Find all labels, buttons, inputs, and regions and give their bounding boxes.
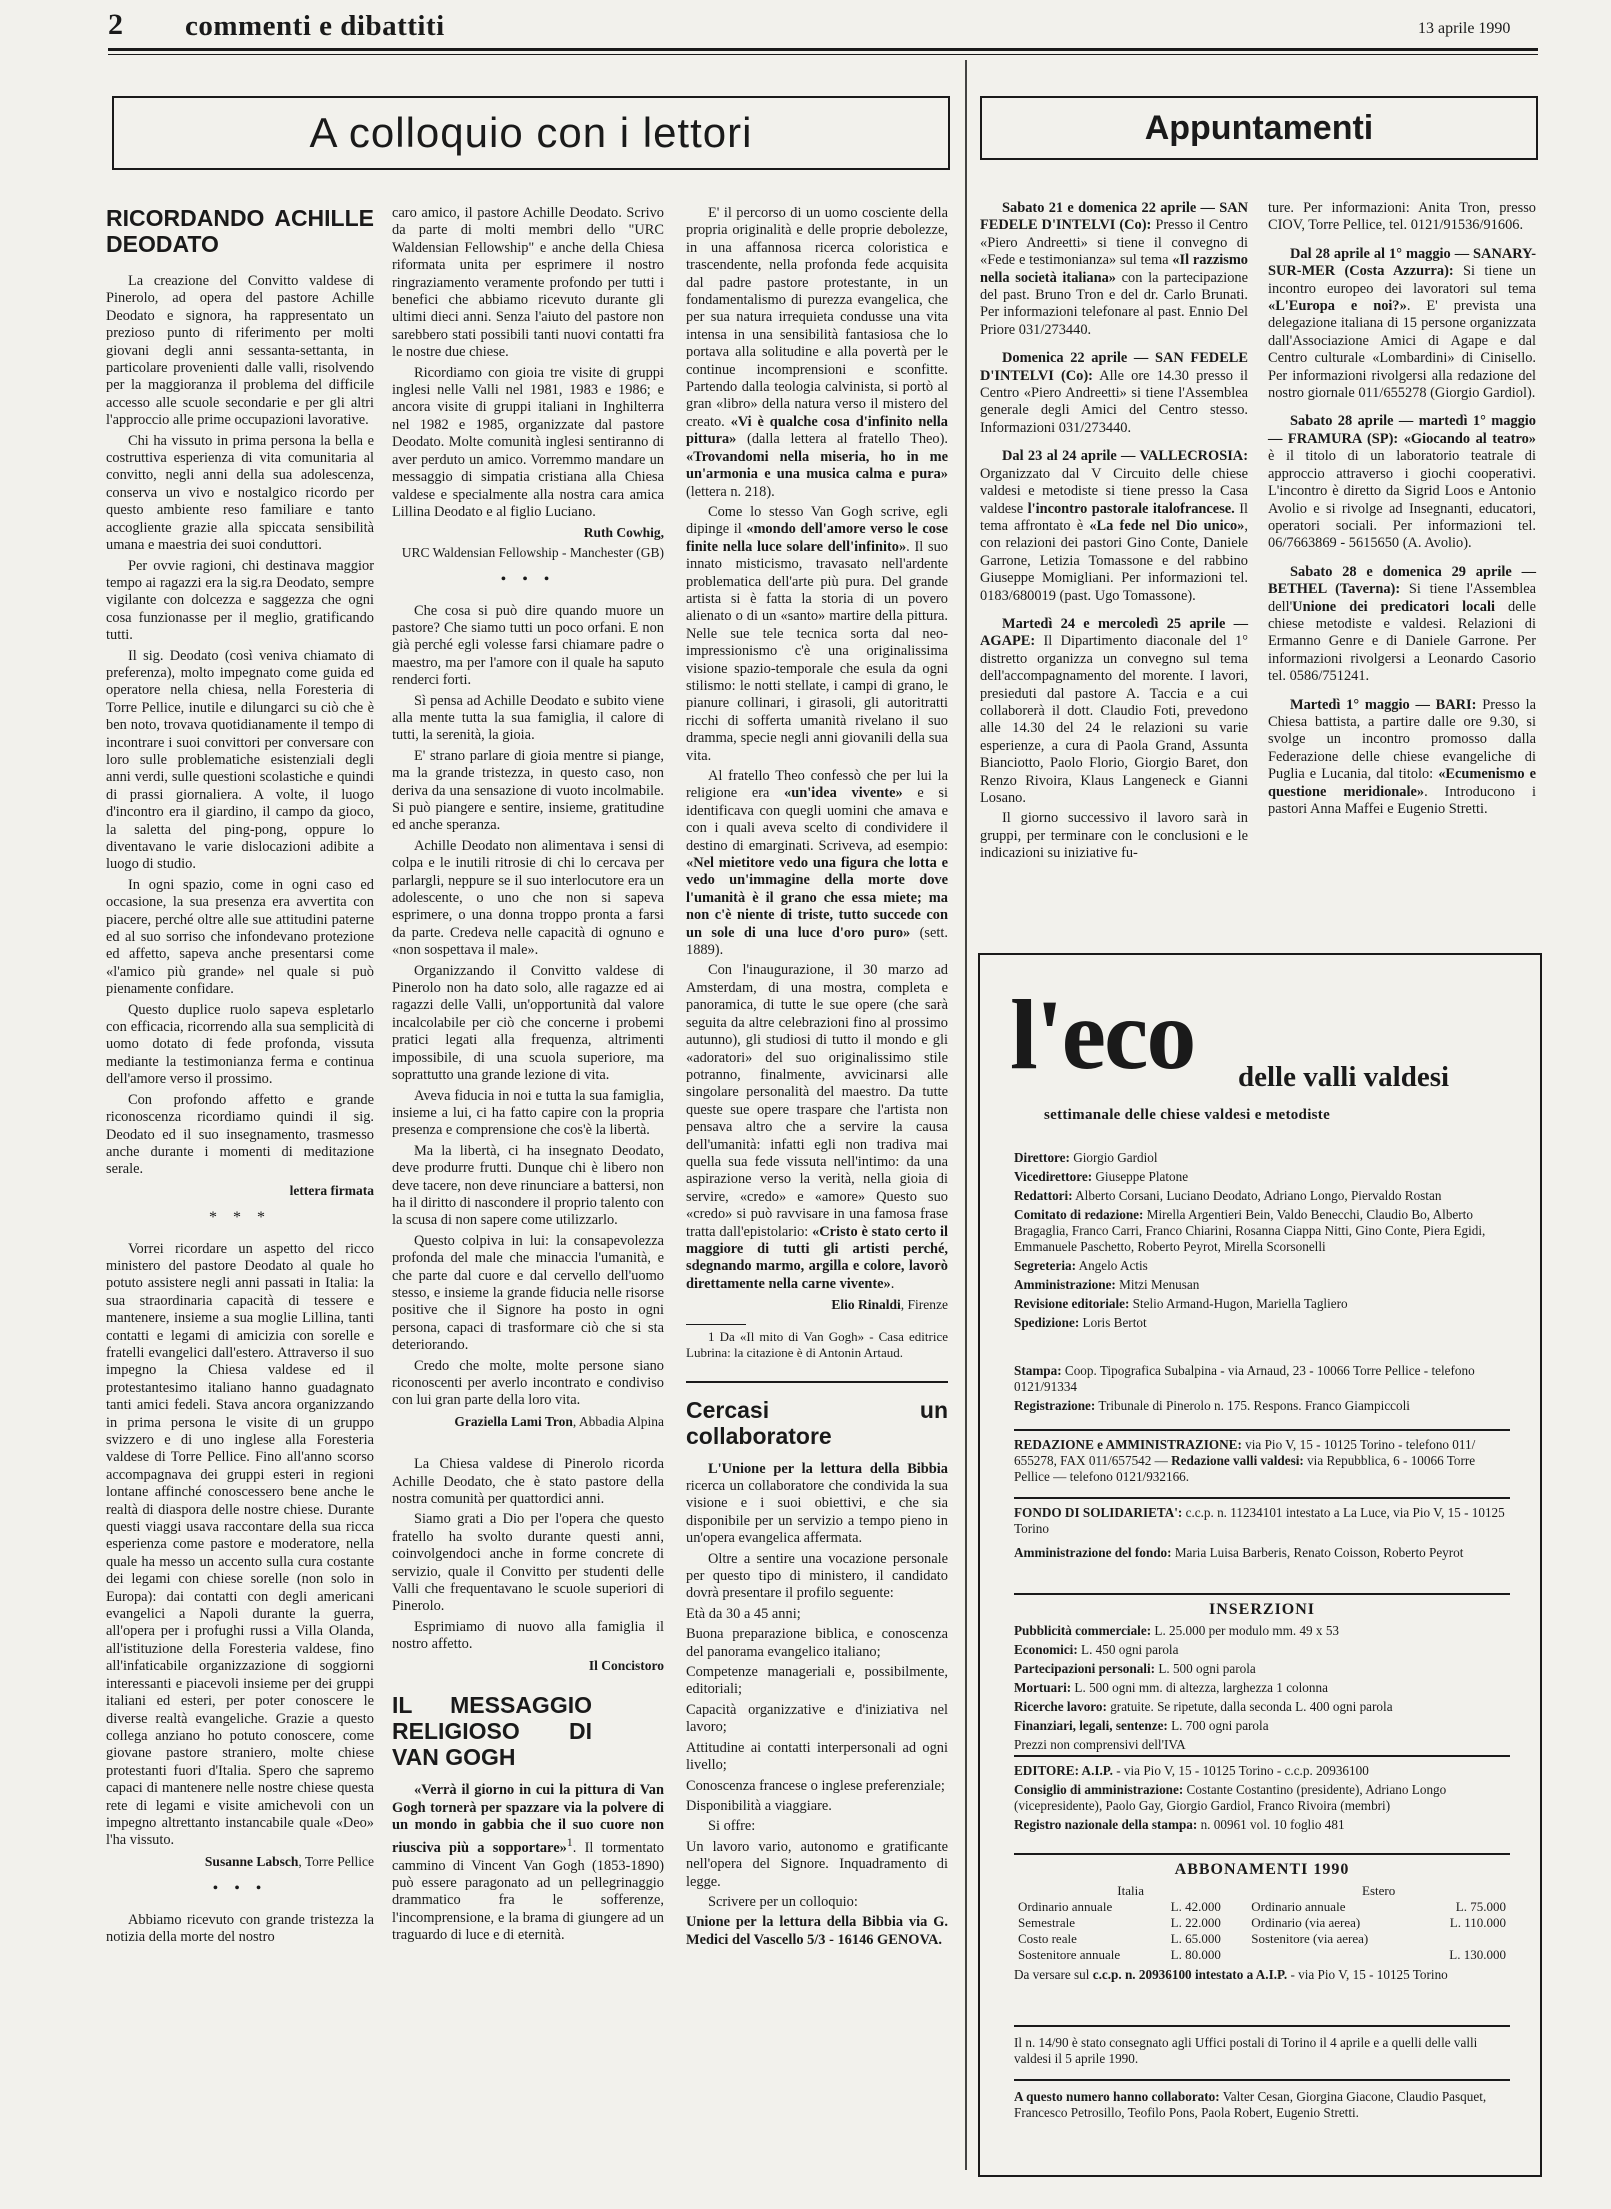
signature: Il Concistoro xyxy=(588,1657,664,1673)
table-cell: L. 22.000 xyxy=(1170,1915,1221,1930)
table-cell: L. 130.000 xyxy=(1449,1947,1506,1962)
versamento-line: Da versare sul c.c.p. n. 20936100 intestato a A.I.P. - via Pio V, 15 - 10125 Torino xyxy=(1014,1967,1448,1982)
paragraph: Chi ha vissuto in prima persona la bella e costruttiva esperienza di vita comunitaria al convitto, negli anni della sua adolescenza, conserva un vivo e nostalgico ricordo per questo ambiente reso familiare e tanto accogliente grazie alla spiccata sensibilità umana e maestria dei suoi conduttori. xyxy=(106,432,374,554)
paragraph: Organizzando il Convitto valdese di Pinerolo non ha dato solo, alle ragazze ed ai ragazzi delle Valli, un'opportunità dal valore incalcolabile per ciò che concerne i probemi pratici legati alla frequenza, altrimenti impossibile, di una scuola superiore, ma soprattutto una grande lezione di vita. xyxy=(392,962,664,1084)
column-appuntamenti-1 xyxy=(980,200,1248,866)
event-item: Sabato 28 e domenica 29 aprile — BETHEL (Taverna): Si tiene l'Assemblea dell'Unione dei predicatori locali delle chiese metodiste e valdesi. Relazioni di Ermanno Genre e di Daniele Garrone. Per informazioni rivolgersi a Leonardo Casorio tel. 0586/751241. xyxy=(1268,563,1536,685)
eco-stampa xyxy=(1014,1363,1510,1417)
masthead-rule-thin xyxy=(108,54,1538,55)
cercasi-headline: Cercasi un collaboratore xyxy=(686,1396,948,1449)
table-row xyxy=(1014,1947,1510,1963)
inserzione-line: Partecipazioni personali: L. 500 ogni parola xyxy=(1014,1661,1256,1676)
signature: Ruth Cowhig, xyxy=(583,525,664,541)
paragraph: Credo che molte, molte persone siano riconoscenti per averlo incontrato e condiviso con lui gran parte della loro vita. xyxy=(392,1357,664,1409)
eco-rule xyxy=(1014,1497,1510,1499)
table-cell: L. 75.000 xyxy=(1455,1899,1506,1914)
table-cell: Sostenitore (via aerea) xyxy=(1251,1931,1369,1946)
appuntamenti-banner xyxy=(980,96,1538,160)
staff-line: Segreteria: Angelo Actis xyxy=(1014,1258,1148,1273)
eco-logo-subtitle: delle valli valdesi xyxy=(1238,1061,1450,1093)
paragraph: Per ovvie ragioni, chi destinava maggior tempo ai ragazzi era la sig.ra Deodato, sempre vigilante con dolcezza e saggezza che ogni cosa funzionasse per il meglio, gratificando tutti. xyxy=(106,557,374,644)
column-appuntamenti-2 xyxy=(1268,200,1536,821)
contact-address: Unione per la lettura della Bibbia via G. Medici del Vascello 5/3 - 16146 GENOVA. xyxy=(686,1914,948,1948)
inserzione-line: Finanziari, legali, sentenze: L. 700 ogni parola xyxy=(1014,1718,1269,1733)
event-item: Martedì 1° maggio — BARI: Presso la Chiesa battista, a partire dalle ore 9.30, si svolge un incontro promosso dalla Federazione delle chiese evangeliche di Puglia e Lucania, dal titolo: «Ecumenismo e questione meridionale». Introducono i pastori Anna Maffei e Eugenio Stretti. xyxy=(1268,696,1536,817)
editore-line: EDITORE: A.I.P. - via Pio V, 15 - 10125 Torino - c.c.p. 20936100 xyxy=(1014,1763,1369,1778)
eco-rule xyxy=(1014,1755,1510,1757)
section-title: commenti e dibattiti xyxy=(185,10,445,42)
footnote: 1 Da «Il mito di Van Gogh» - Casa editrice Lubrina: la citazione è di Antonin Artaud. xyxy=(686,1328,948,1360)
eco-logo-title: l'eco xyxy=(1010,979,1195,1090)
separator: • • • xyxy=(500,571,556,589)
table-row xyxy=(1014,1899,1510,1915)
signature-org: URC Waldensian Fellowship - Manchester (GB) xyxy=(401,544,664,560)
eco-staff xyxy=(1014,1150,1510,1334)
eco-abbonamenti xyxy=(1014,1883,1510,1986)
table-cell: L. 42.000 xyxy=(1170,1899,1221,1914)
colloquio-banner xyxy=(112,96,950,170)
table-cell xyxy=(1420,1931,1510,1947)
paragraph: Aveva fiducia in noi e tutta la sua famiglia, insieme a lui, ci ha fatto capire con la propria presenza e comprensione che cos'è la libertà. xyxy=(392,1087,664,1139)
signature: Susanne Labsch, Torre Pellice xyxy=(204,1853,374,1869)
eco-collaboratori xyxy=(1014,2089,1510,2124)
abbonamenti-table xyxy=(1014,1883,1510,1963)
event-item: Martedì 24 e mercoledì 25 aprile — AGAPE: Il Dipartimento diaconale del 1° distretto organizza un convegno sul tema dell'accompagnamento del morente. I lavori, presieduti dal pastore A. Taccia e a cui collaborerà il dott. Claudio Foti, prevedono alle 14.30 del 24 le relazioni su varie esperienze, a cura di Paola Grand, Assunta Bianciotto, Paolo Florio, Giorgio Baret, don Renzo Rivoira, Klaus Langeneck e Gianni Losano. xyxy=(980,615,1248,806)
vangogh-headline: IL MESSAGGIO RELIGIOSO DI VAN GOGH xyxy=(392,1692,592,1771)
list-item: Conoscenza francese o inglese preferenziale; xyxy=(686,1777,945,1794)
table-cell: Ordinario annuale xyxy=(1018,1899,1113,1914)
list-item: Disponibilità a viaggiare. xyxy=(686,1797,832,1814)
paragraph: Al fratello Theo confessò che per lui la religione era «un'idea vivente» e si identificava con quegli uomini che amava e con i quali aveva scelto di condividere il destino di emarginati. Scriveva, ad esempio: «Nel mietitore vedo una figura che lotta e vedo un'immagine della morte dove l'umanità è il grano che essa miete; ma non c'è niente di triste, tutto succede con un sole di una luce d'oro puro» (sett. 1889). xyxy=(686,768,948,959)
inserzione-line: Economici: L. 450 ogni parola xyxy=(1014,1642,1179,1657)
paragraph: Sì pensa ad Achille Deodato e subito viene alla mente tutta la sua famiglia, il calore di tutti, la serenità, la gioia. xyxy=(392,692,664,744)
signature: Elio Rinaldi, Firenze xyxy=(831,1297,948,1313)
column-letters xyxy=(392,205,664,1948)
event-item: Il giorno successivo il lavoro sarà in gruppi, per terminare con le conclusioni e le indicazioni su iniziative fu- xyxy=(980,810,1248,862)
eco-inserzioni xyxy=(1014,1623,1510,1756)
paragraph: Esprimiamo di nuovo alla famiglia il nostro affetto. xyxy=(392,1618,664,1653)
eco-rule xyxy=(1014,2079,1510,2081)
event-item: Dal 23 al 24 aprile — VALLECROSIA: Organizzato dal V Circuito delle chiese valdesi e metodiste si tiene presso la Casa valdese l'incontro pastorale italofrancese. Il tema affrontato è «La fede nel Dio unico», con relazioni dei pastori Gino Conte, Daniele Garrone, Letizia Tomassone e del rabbino Giuseppe Momigliani. Per informazioni tel. 0183/680019 (past. Ugo Tomassone). xyxy=(980,448,1249,604)
table-cell: Ordinario (via aerea) xyxy=(1251,1915,1361,1930)
paragraph: In ogni spazio, come in ogni caso ed occasione, la sua presenza era avvertita con piacere, perché oltre alle sue attitudini paterne ed al suo sorriso che infondevano protezione ed affetto, sapeva anche presentarsi come «l'amico più grande» nel quale si può pienamente confidare. xyxy=(106,876,374,998)
table-cell xyxy=(1247,1947,1420,1963)
table-row xyxy=(1014,1931,1510,1947)
paragraph: Vorrei ricordare un aspetto del ricco ministero del pastore Deodato al quale ho potuto assistere negli anni passati in Italia: la sua straordinaria capacità di tessere e mantenere, insieme a sua moglie Lillina, tanti contatti e legami di amicizia con sorelle e fratelli evangelici dall'estero. Attraverso il suo impegno la Chiesa valdese ed il protestantesimo italiano hanno guadagnato tanti amici fedeli. Stava ancora organizzando in prima persona le visite di un gruppo svizzero e di uno inglese alla Foresteria valdese di Torre Pellice. Fino all'anno scorso accompagnava dei gruppi esteri in regioni lontane affinché conoscessero bene anche le realtà di diaspora delle nostre chiese. Durante questi viaggi usava raccontare della sua ricca esperienza come pastore e moderatore, nella quale ha messo un accento sulla cura costante dei legami con chiese sorelle (non solo in Europa): dai contatti con degli americani evangelici a Napoli durante la guerra, all'opera per i profughi russi a Villa Olanda, all'istituzione della Foresteria valdese, fino all'infaticabile organizzazione di soggiorni interessanti e piacevoli insieme per dei gruppi italiani ed esteri, per poter conoscere le diverse realtà evangeliche. Grazie a questo collega anziano ho potuto conoscere, come giovane pastore straniero, molte chiese protestanti fuori d'Italia. Spero che sapremo capaci di mantenere nelle nostre chiese questa rete di legami e visite amichevoli con un impegno altrettanto instancabile quale «Deo» l'ha vissuto. xyxy=(106,1240,374,1849)
cercasi-rule xyxy=(686,1381,948,1383)
paragraph: Oltre a sentire una vocazione personale per questo tipo di ministero, il candidato dovrà presentare il profilo seguente: xyxy=(686,1550,948,1602)
eco-rule xyxy=(1014,2025,1510,2027)
eco-tagline: settimanale delle chiese valdesi e metodiste xyxy=(1044,1107,1331,1123)
collab-line: A questo numero hanno collaborato: Valter Cesan, Giorgina Giacone, Claudio Pasquet, Francesco Petrosillo, Teofilo Pons, Paola Robert, Eugenio Stretti. xyxy=(1014,2089,1487,2120)
ricordando-headline: RICORDANDO ACHILLE DEODATO xyxy=(106,205,374,257)
stampa-line: Stampa: Coop. Tipografica Subalpina - via Arnaud, 23 - 10066 Torre Pellice - telefono 0121/91334 xyxy=(1014,1363,1475,1394)
signature: Graziella Lami Tron, Abbadia Alpina xyxy=(454,1413,664,1429)
staff-line: Vicedirettore: Giuseppe Platone xyxy=(1014,1169,1189,1184)
paragraph: Questo duplice ruolo sapeva espletarlo con efficacia, ricorrendo alla sua semplicità di uomo dotato di fede profonda, vissuta mediante la testimonianza ferma e continua dell'amore verso il prossimo. xyxy=(106,1001,374,1088)
redazione-line: REDAZIONE e AMMINISTRAZIONE: via Pio V, 15 - 10125 Torino - telefono 011/ 655278, FAX 011/657542 — Redazione valli valdesi: via Repubblica, 6 - 10066 Torre Pellice — telefono 0121/932166. xyxy=(1014,1437,1476,1484)
paragraph: E' il percorso di un uomo cosciente della propria originalità e delle proprie debolezze, in una affannosa ricerca coloristica e trascendente, nella profonda fede acquisita dal padre pastore protestante, in un fondamentalismo di purezza evangelica, che per sua natura irrequieta condusse una vita intensa in una sensibilità fantasiosa che lo portava alla solitudine e alla povertà per le continue incomprensioni e sconfitte. Partendo dalla teologia calvinista, si portò al gran «libro» della natura verso il mistero del creato. «Vi è qualche cosa d'infinito nella pittura» (dalla lettera al fratello Theo). «Trovandomi nella miseria, ho in me un'armonia e una musica calma e pura» (lettera n. 218). xyxy=(686,205,948,500)
issue-date: 13 aprile 1990 xyxy=(1418,20,1511,37)
eco-rule xyxy=(1014,1429,1510,1431)
list-item: Attitudine ai contatti interpersonali ad ogni livello; xyxy=(686,1739,948,1774)
paragraph: Siamo grati a Dio per l'opera che questo fratello ha svolto durante questi anni, coinvolgendoci anche in forme concrete di servizio, quale il Convitto per studenti delle Valli che frequentavano le scuole superiori di Pinerolo. xyxy=(392,1511,664,1615)
separator: • • • xyxy=(212,1880,268,1898)
paragraph: Che cosa si può dire quando muore un pastore? Che siamo tutti un poco orfani. E non già perché egli volesse farsi chiamare padre o maestro, ma per l'amore con il quale ha saputo renderci forti. xyxy=(392,602,664,689)
paragraph: Questo colpiva in lui: la consapevolezza profonda del male che minaccia l'umanità, e che parte dal cuore e dal cervello dell'uomo stesso, e insieme la grande fiducia nelle risorse positive che il Signore ha posto in ogni persona, capaci di trasformare ciò che si sta deteriorando. xyxy=(392,1232,664,1354)
paragraph: Ma la libertà, ci ha insegnato Deodato, deve produrre frutti. Dunque chi è libero non deve tacere, non deve rinunciare a battersi, non ha il diritto di nascondere il proprio talento con la scusa di non sapere come utilizzarlo. xyxy=(392,1142,664,1229)
table-cell: L. 110.000 xyxy=(1449,1915,1506,1930)
column-vangogh xyxy=(686,205,948,1952)
abbonamenti-title: ABBONAMENTI 1990 xyxy=(1174,1861,1350,1878)
eco-rule xyxy=(1014,1593,1510,1595)
event-item: Dal 28 aprile al 1° maggio — SANARY-SUR-MER (Costa Azzurra): Si tiene un incontro europeo dei lavoratori sul tema «L'Europa e noi?». E' prevista una delegazione italiana di 15 persone organizzata dall'Associazione Amici di Agape e dal Centro culturale «Lombardini» di Cinisello. Per informazioni rivolgersi alla redazione del nostro giornale 011/655278 (Giorgio Gardiol). xyxy=(1268,245,1536,402)
inserzione-line: Ricerche lavoro: gratuite. Se ripetute, dalla seconda L. 400 ogni parola xyxy=(1014,1699,1393,1714)
eco-redazione xyxy=(1014,1437,1510,1488)
staff-line: Redattori: Alberto Corsani, Luciano Deodato, Adriano Longo, Piervaldo Rostan xyxy=(1014,1188,1442,1203)
column-divider xyxy=(965,60,967,2170)
table-row xyxy=(1014,1915,1510,1931)
inserzione-line: Prezzi non comprensivi dell'IVA xyxy=(1014,1737,1186,1752)
staff-line: Direttore: Giorgio Gardiol xyxy=(1014,1150,1158,1165)
inserzioni-title: INSERZIONI xyxy=(1208,1601,1316,1618)
table-cell: L. 65.000 xyxy=(1170,1931,1221,1946)
amm-fondo-line: Amministrazione del fondo: Maria Luisa Barberis, Renato Coisson, Roberto Peyrot xyxy=(1014,1545,1464,1560)
event-item: Domenica 22 aprile — SAN FEDELE D'INTELVI (Co): Alle ore 14.30 presso il Centro «Piero Andreetti» si tiene l'Assemblea generale degli Amici del Centro stesso. Informazioni 031/273440. xyxy=(980,350,1248,436)
eco-editore xyxy=(1014,1763,1510,1836)
inserzione-line: Pubblicità commerciale: L. 25.000 per modulo mm. 49 x 53 xyxy=(1014,1623,1340,1638)
registro-line: Registro nazionale della stampa: n. 00961 vol. 10 foglio 481 xyxy=(1014,1817,1345,1832)
eco-consegna: Il n. 14/90 è stato consegnato agli Uffici postali di Torino il 4 aprile e a quelli delle valli valdesi il 5 aprile 1990. xyxy=(1014,2035,1478,2066)
paragraph: Come lo stesso Van Gogh scrive, egli dipinge il «mondo dell'amore verso le cose finite nella luce solare dell'infinito». Il suo innato misticismo, travasato nell'ardente problematica dell'arte più pura. Del grande artista si è fatta la storia di un povero alienato o di un «santo» martire della pittura. Nelle sue tele tecnica sorta dal neo-impressionismo c'è una originalissima visione spazio-temporale che esula da ogni stilismo: le notti stellate, i campi di grano, le pianure collinari, i girasoli, gli autoritratti ricchi di sofferta umanità rivelano il suo dramma, specie negli anni giovanili della sua vita. xyxy=(686,503,948,764)
paragraph: Achille Deodato non alimentava i sensi di colpa e le inutili ritrosie di chi lo cercava per parlargli, neppure se il suo interlocutore era un adolescente, o uno che non si sapeva esprimere, o una donna troppo pronta a farsi da parte. Credeva nelle capacità di ognuno e «non sospettava il male». xyxy=(392,837,664,959)
paragraph: E' strano parlare di gioia mentre si piange, ma la grande tristezza, in questo caso, non deriva da una sensazione di vuoto incolmabile. Si può piangere e sentire, insieme, gratitudine ed anche speranza. xyxy=(392,747,664,834)
table-cell: L. 80.000 xyxy=(1170,1947,1221,1962)
signature: lettera firmata xyxy=(289,1182,374,1198)
table-cell: Costo reale xyxy=(1018,1931,1077,1946)
event-item: Sabato 28 aprile — martedì 1° maggio — FRAMURA (SP): «Giocando al teatro» è il titolo di un laboratorio teatrale di approccio attraverso i giochi cooperativi. L'incontro è diretto da Sigrid Loos e Antonio Avolio e si rivolge ad Insegnanti, educatori, operatori sociali. Per informazioni tel. 06/7663869 - 5615650 (A. Avolio). xyxy=(1268,413,1536,552)
table-cell: Ordinario annuale xyxy=(1251,1899,1346,1914)
list-item: Capacità organizzative e d'iniziativa nel lavoro; xyxy=(686,1701,948,1736)
paragraph: La Chiesa valdese di Pinerolo ricorda Achille Deodato, che è stato pastore della nostra comunità per quattordici anni. xyxy=(392,1456,664,1508)
table-header: Italia xyxy=(1117,1883,1144,1898)
event-item: Sabato 21 e domenica 22 aprile — SAN FEDELE D'INTELVI (Co): Presso il Centro «Piero Andreetti» si tiene il convegno di «Fede e testimonianza» sul tema «Il razzismo nella società italiana» con la partecipazione del past. Bruno Tron e del dr. Carlo Brunati. Per informazioni telefonare al past. Ennio Del Priore 031/273440. xyxy=(980,200,1249,338)
table-row xyxy=(1014,1883,1510,1899)
table-cell: Sostenitore annuale xyxy=(1018,1947,1121,1962)
appuntamenti-title: Appuntamenti xyxy=(1144,108,1374,147)
paragraph: «Verrà il giorno in cui la pittura di Van Gogh tornerà per spazzare via la polvere di un mondo in gabbia che il suo cuore non riusciva più a sopportare»$^1$. Il tormentato cammino di Vincent Van Gogh (1853-1890) può essere paragonato ad un pellegrinaggio drammatico fra le sofferenze, l'incomprensione, e la brama di giungere ad un traguardo di luce e di eternità. xyxy=(392,1782,664,1944)
paragraph: Il sig. Deodato (così veniva chiamato di preferenza), molto impegnato come guida ed operatore nella chiesa, nella Foresteria di Torre Pellice, inutile e dilungarci su ciò che è ben noto, trovava quotidianamente il tempo di incontrare i suoi convittori per conversare con loro sulle problematiche esistenziali degli anni verdi, sulle questioni scolastiche e quindi di prassi giornaliera. A volte, il luogo d'incontro era il giardino, il campo da gioco, la saletta del ping-pong, oppure lo diventavano le varie dislocazioni adibite a luogo di studio. xyxy=(106,647,374,873)
registrazione-line: Registrazione: Tribunale di Pinerolo n. 175. Respons. Franco Giampiccoli xyxy=(1014,1398,1410,1413)
paragraph: Con l'inaugurazione, il 30 marzo ad Amsterdam, di una mostra, completa e panoramica, di tutte le sue opere (che sarà seguita da altre celebrazioni fino al prossimo autunno), gli studiosi di tutto il mondo e gli «adoratori» del suo originalissimo stile potranno, finalmente, avvicinarsi alle singolare personalità del maestro. Da tutte queste sue opere traspare che l'artista non pensava altro che a servire la causa dell'umanità: infatti egli non tradiva mai quella sua fede vissuta nell'intimo: da una aspirazione verso la verità, nella gioia di servire, «credo» e «amore» Questo suo «credo» si può ravvisare in una famosa frase tratta dall'epistolario: «Cristo è stato certo il maggiore di tutti gli artisti perché, sdegnando marmo, argilla e colore, lavorò direttamente nella carne vivente». xyxy=(686,962,948,1292)
consiglio-line: Consiglio di amministrazione: Costante Costantino (presidente), Adriano Longo (vicepresidente), Paolo Gay, Giorgio Gardiol, Franco Rivoira (membri) xyxy=(1014,1782,1447,1813)
masthead-rule xyxy=(108,48,1538,51)
page-number: 2 xyxy=(108,8,123,41)
paragraph: La creazione del Convitto valdese di Pinerolo, ad opera del pastore Achille Deodato e signora, ha rappresentato un prezioso punto di riferimento per molti giovani degli anni sessanta-settanta, in particolare provenienti dalle valli, risolvendo per la maggioranza il problema del difficile accesso alle scuole secondarie e per gli altri l'approccio alle prime occupazioni lavorative. xyxy=(106,273,374,429)
colloquio-title: A colloquio con i lettori xyxy=(309,109,753,156)
table-header: Estero xyxy=(1362,1883,1396,1898)
eco-rule xyxy=(1014,1853,1510,1855)
fondo-line: FONDO DI SOLIDARIETA': c.c.p. n. 11234101 intestato a La Luce, via Pio V, 15 - 10125 Torino xyxy=(1014,1505,1505,1536)
paragraph: Abbiamo ricevuto con grande tristezza la notizia della morte del nostro xyxy=(106,1911,374,1945)
paragraph: Si offre: xyxy=(708,1818,756,1835)
staff-line: Spedizione: Loris Bertot xyxy=(1014,1315,1147,1330)
paragraph: Un lavoro vario, autonomo e gratificante nell'opera del Signore. Inquadramento di legge. xyxy=(686,1838,948,1890)
staff-line: Amministrazione: Mitzi Menusan xyxy=(1014,1277,1200,1292)
event-item: ture. Per informazioni: Anita Tron, presso CIOV, Torre Pellice, tel. 0121/91536/91606. xyxy=(1268,200,1536,234)
list-item: Età da 30 a 45 anni; xyxy=(686,1605,801,1622)
eco-colophon xyxy=(978,953,1542,2177)
paragraph: L'Unione per la lettura della Bibbia ricerca un collaboratore che condivida la sua visione e i suoi obiettivi, e che sia disponibile per un servizio a tempo pieno in un'opera evangelica affermata. xyxy=(686,1460,948,1547)
staff-line: Revisione editoriale: Stelio Armand-Hugon, Mariella Tagliero xyxy=(1014,1296,1348,1311)
list-item: Competenze manageriali e, possibilmente, editoriali; xyxy=(686,1664,948,1698)
eco-fondo xyxy=(1014,1505,1510,1564)
list-item: Buona preparazione biblica, e conoscenza del panorama evangelico italiano; xyxy=(686,1626,948,1660)
inserzione-line: Mortuari: L. 500 ogni mm. di altezza, larghezza 1 colonna xyxy=(1014,1680,1328,1695)
paragraph: Scrivere per un colloquio: xyxy=(708,1893,858,1910)
separator: * * * xyxy=(209,1209,271,1227)
paragraph: caro amico, il pastore Achille Deodato. Scrivo da parte di molti membri dello "URC Waldensian Fellowship" e anche della Chiesa riformata unita per esprimere il nostro ringraziamento veramente profondo per tutti i benefici che abbiamo ricevuto durante gli ultimi dieci anni. Senza l'aiuto del pastore non sarebbero stati possibili tanti nuovi contatti fra le nostre due chiese. xyxy=(392,205,664,361)
column-ricordando xyxy=(106,205,374,1949)
paragraph: Ricordiamo con gioia tre visite di gruppi inglesi nelle Valli nel 1981, 1983 e 1986; e ancora visite di gruppi italiani in Inghilterra nel 1982 e 1985, organizzate dal pastore Deodato. Molte comunità inglesi sentiranno di aver perduto un amico. Vorremmo mandare un messaggio di simpatia cristiana alla Chiesa valdese e specialmente alla nostra cara amica Lillina Deodato e al figlio Luciano. xyxy=(392,364,664,520)
footnote-rule xyxy=(686,1324,746,1325)
staff-line: Comitato di redazione: Mirella Argentieri Bein, Valdo Benecchi, Claudio Bo, Alberto Bragaglia, Franco Carri, Franco Chiarini, Rosanna Ciappa Nitti, Gino Conte, Piera Egidi, Emmanuele Paschetto, Roberto Peyrot, Mirella Scorsonelli xyxy=(1014,1207,1486,1254)
paragraph: Con profondo affetto e grande riconoscenza ricordiamo quindi il sig. Deodato ed il suo insegnamento, trasmesso anche durante i momenti di meditazione serale. xyxy=(106,1091,374,1178)
table-cell: Semestrale xyxy=(1018,1915,1076,1930)
